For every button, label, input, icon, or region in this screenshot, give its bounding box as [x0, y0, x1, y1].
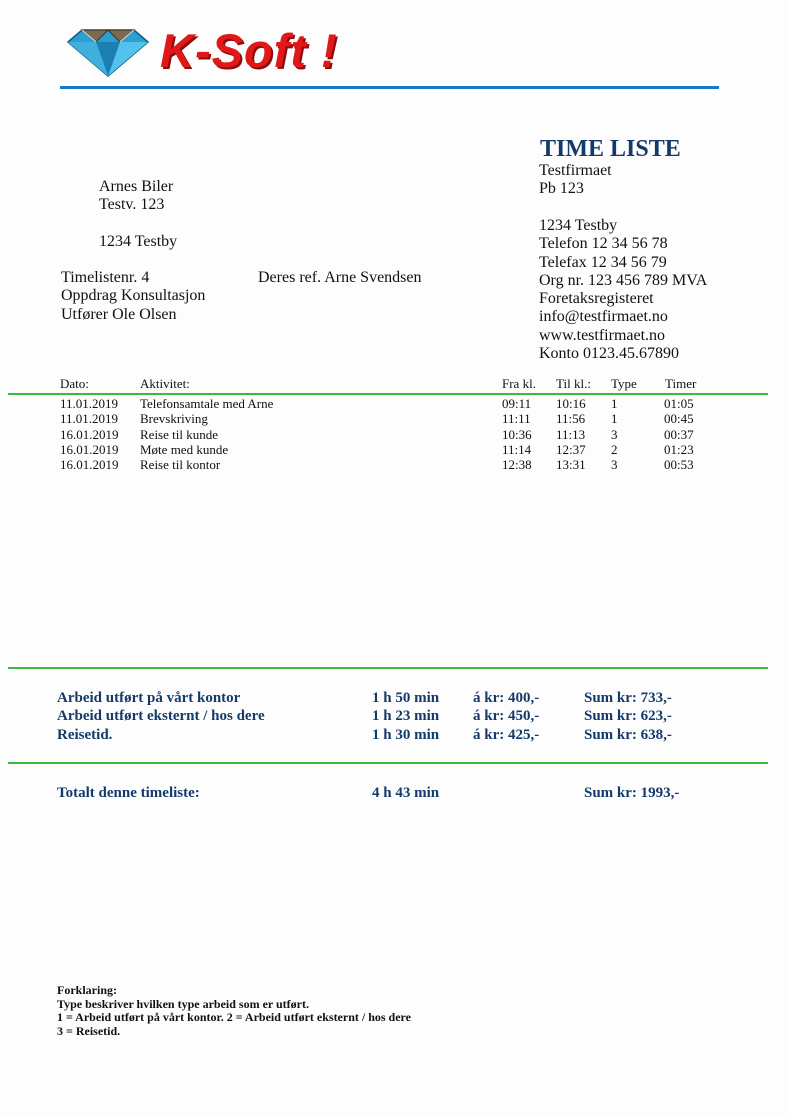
- cell-activity: Reise til kontor: [140, 457, 221, 473]
- table-row: [0, 442, 790, 457]
- table-row: [0, 427, 790, 442]
- summary-sum: Sum kr: 733,-: [584, 690, 672, 706]
- cell-to: 11:13: [556, 426, 586, 442]
- cell-date: 16.01.2019: [60, 457, 119, 473]
- company-info-top: [539, 162, 612, 199]
- total-time: 4 h 43 min: [372, 785, 440, 801]
- cell-from: 11:11: [502, 411, 531, 427]
- cell-hours: 00:37: [664, 426, 694, 442]
- summary-bottom-rule: [8, 762, 768, 764]
- cell-to: 10:16: [556, 396, 586, 411]
- total-sum: Sum kr: 1993,-: [584, 785, 680, 801]
- cell-activity: Reise til kunde: [140, 426, 218, 442]
- table-row: [0, 457, 790, 472]
- cell-to: 13:31: [556, 457, 586, 473]
- cell-activity: Telefonsamtale med Arne: [140, 396, 274, 411]
- company-line: Konto 0123.45.67890: [539, 345, 679, 363]
- footnote-title: Forklaring:: [57, 983, 117, 997]
- footnote: [57, 984, 411, 1038]
- cell-type: 2: [611, 441, 618, 457]
- cell-type: 3: [611, 457, 618, 473]
- performer: Utfører Ole Olsen: [61, 305, 177, 323]
- cell-hours: 01:05: [664, 396, 694, 411]
- table-header-rule: [8, 393, 768, 395]
- company-line: 1234 Testby: [539, 217, 618, 234]
- summary-row: [0, 689, 790, 707]
- summary-row: [0, 707, 790, 725]
- cell-to: 11:56: [556, 411, 586, 427]
- table-header: [0, 376, 790, 392]
- table-row: [0, 396, 790, 411]
- customer-address: [99, 178, 173, 215]
- summary-time: 1 h 50 min: [372, 690, 440, 706]
- assignment: Oppdrag Konsultasjon: [61, 287, 206, 305]
- col-header-date: Dato:: [60, 376, 89, 391]
- customer-city: 1234 Testby: [99, 233, 178, 250]
- company-line: Telefon 12 34 56 78: [539, 235, 668, 253]
- summary-block: [0, 689, 790, 744]
- summary-top-rule: [8, 667, 768, 669]
- summary-label: Arbeid utført eksternt / hos dere: [57, 708, 265, 725]
- cell-activity: Møte med kunde: [140, 441, 229, 457]
- summary-rate: á kr: 450,-: [473, 708, 540, 725]
- cell-activity: Brevskriving: [140, 411, 208, 427]
- cell-date: 11.01.2019: [60, 411, 119, 427]
- diamond-icon: [62, 22, 154, 78]
- cell-from: 10:36: [502, 426, 532, 442]
- summary-sum: Sum kr: 638,-: [584, 726, 672, 743]
- col-header-type: Type: [611, 376, 637, 391]
- cell-hours: 00:45: [664, 411, 694, 427]
- cell-type: 1: [611, 396, 618, 411]
- total-row: [0, 784, 790, 802]
- cell-type: 3: [611, 426, 618, 442]
- cell-date: 16.01.2019: [60, 426, 119, 442]
- header-rule: [60, 86, 719, 89]
- company-line: Testfirmaet: [539, 162, 612, 179]
- cell-date: 11.01.2019: [60, 396, 119, 411]
- company-info-bottom: [539, 217, 707, 363]
- company-email: info@testfirmaet.no: [539, 308, 668, 326]
- cell-date: 16.01.2019: [60, 441, 119, 457]
- cell-from: 11:14: [502, 441, 532, 457]
- col-header-hours: Timer: [665, 376, 697, 391]
- cell-to: 12:37: [556, 441, 586, 457]
- cell-from: 12:38: [502, 457, 532, 473]
- table-body: [0, 396, 790, 472]
- footnote-line: Type beskriver hvilken type arbeid som er utført.: [57, 996, 309, 1011]
- table-row: [0, 411, 790, 426]
- timesheet-number: Timelistenr. 4: [61, 269, 150, 286]
- summary-rate: á kr: 400,-: [473, 690, 540, 706]
- summary-label: Reisetid.: [57, 726, 113, 743]
- company-line: Pb 123: [539, 180, 584, 198]
- col-header-to: Til kl.:: [556, 376, 591, 391]
- document-title: TIME LISTE: [540, 136, 681, 162]
- summary-row: [0, 726, 790, 744]
- timesheet-meta: [61, 269, 205, 324]
- company-line: Foretaksregisteret: [539, 290, 654, 308]
- summary-sum: Sum kr: 623,-: [584, 708, 672, 725]
- company-website: www.testfirmaet.no: [539, 326, 666, 344]
- customer-reference: Deres ref. Arne Svendsen: [258, 269, 422, 286]
- customer-name: Arnes Biler: [99, 178, 174, 195]
- cell-type: 1: [611, 411, 618, 427]
- summary-label: Arbeid utført på vårt kontor: [57, 690, 241, 706]
- company-line: Org nr. 123 456 789 MVA: [539, 271, 708, 289]
- summary-time: 1 h 30 min: [372, 726, 440, 743]
- cell-from: 09:11: [502, 396, 532, 411]
- footnote-line: 1 = Arbeid utført på vårt kontor. 2 = Arbeid utført eksternt / hos dere: [57, 1010, 411, 1024]
- summary-time: 1 h 23 min: [372, 708, 440, 725]
- cell-hours: 01:23: [664, 441, 694, 457]
- cell-hours: 00:53: [664, 457, 694, 473]
- col-header-from: Fra kl.: [502, 376, 536, 391]
- summary-rate: á kr: 425,-: [473, 726, 540, 743]
- col-header-activity: Aktivitet:: [140, 376, 190, 391]
- total-label: Totalt denne timeliste:: [57, 785, 200, 801]
- brand-logo-text: K-Soft !: [160, 24, 338, 77]
- company-line: Telefax 12 34 56 79: [539, 253, 667, 271]
- customer-street: Testv. 123: [99, 196, 165, 214]
- footnote-line: 3 = Reisetid.: [57, 1023, 121, 1038]
